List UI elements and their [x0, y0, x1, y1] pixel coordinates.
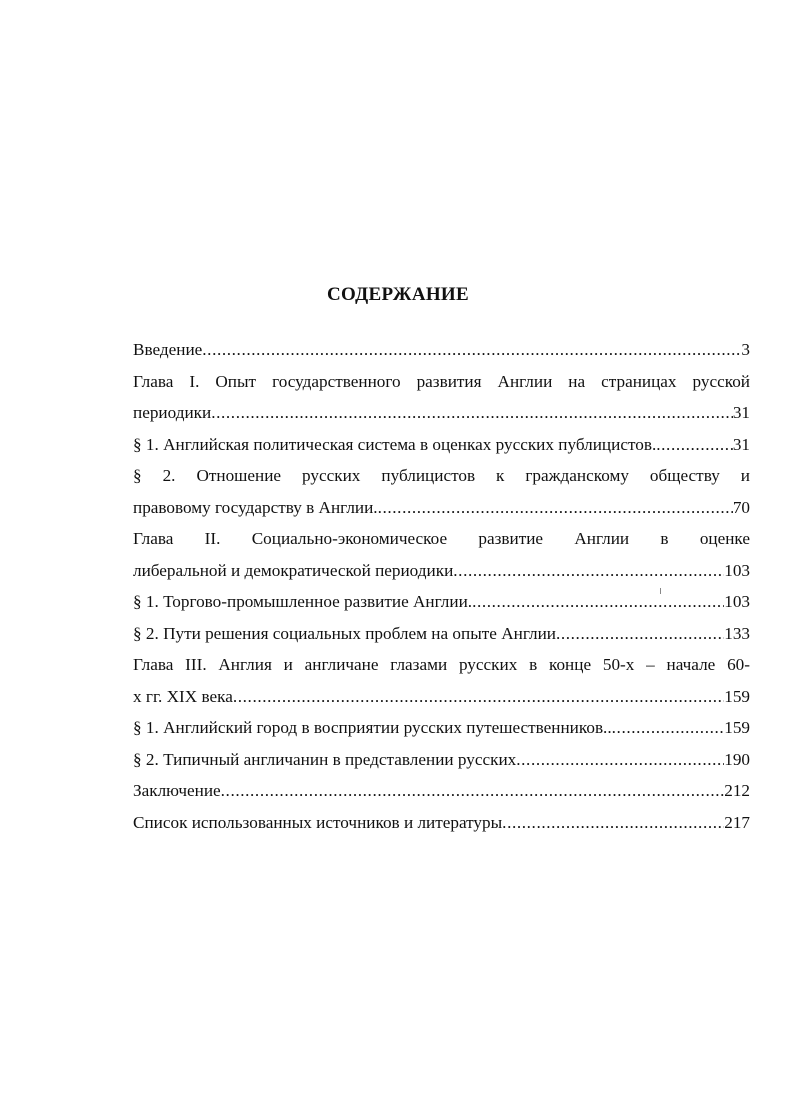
toc-entry-chapter-3-line-2 — [133, 685, 750, 717]
toc-entry-text: Список использованных источников и литературы — [133, 812, 503, 832]
toc-page-number: 103 — [724, 560, 750, 580]
toc-page-number: 190 — [724, 749, 750, 769]
toc-page-number: 133 — [724, 623, 750, 643]
dot-leader — [378, 496, 733, 520]
dot-leader — [453, 559, 724, 583]
toc-entry-text: Глава I. Опыт государственного развития Англии на страницах русской — [133, 371, 750, 391]
toc-entry-section-3-2 — [133, 748, 750, 780]
toc-entry-chapter-2-line-1 — [133, 527, 750, 559]
dot-leader — [502, 811, 724, 835]
toc-page-number: 103 — [724, 592, 750, 611]
toc-entry-text: § 1. Английская политическая система в оценках русских публицистов. — [133, 434, 657, 454]
dot-leader — [221, 779, 725, 803]
toc-page-number: 3 — [741, 340, 750, 359]
toc-entry-text: Глава II. Социально-экономическое развитие Англии в оценке — [133, 529, 750, 548]
toc-entry-text: Введение — [133, 340, 203, 359]
toc-entry-bibliography — [133, 811, 750, 843]
toc-entry-section-1-1 — [133, 433, 750, 465]
dot-leader — [656, 433, 733, 457]
dot-leader — [556, 622, 724, 646]
scan-speck — [660, 588, 661, 594]
toc-page-number: 31 — [732, 434, 750, 454]
dot-leader — [202, 338, 741, 362]
toc-entry-chapter-3-line-1 — [133, 653, 750, 685]
toc-entry-chapter-1-line-1 — [133, 370, 750, 402]
toc-entry-text: § 2. Пути решения социальных проблем на опыте Англии — [133, 623, 556, 643]
toc-page-number: 212 — [724, 781, 750, 800]
toc-entry-section-1-2-line-1 — [133, 464, 750, 496]
toc-entry-text: Глава III. Англия и англичане глазами русских в конце 50-х – начале 60- — [133, 655, 750, 674]
toc-entry-text: правовому государству в Англии. — [133, 497, 378, 517]
toc-entry-section-1-2-line-2 — [133, 496, 750, 528]
toc-entry-text: Заключение — [133, 781, 221, 800]
dot-leader — [612, 716, 725, 740]
toc-entry-chapter-1-line-2 — [133, 401, 750, 433]
toc-entry-chapter-2-line-2 — [133, 559, 750, 591]
dot-leader — [233, 685, 724, 709]
toc-entry-text: периодики — [133, 403, 212, 422]
toc-page-number: 31 — [732, 403, 750, 422]
toc-entry-introduction — [133, 338, 750, 370]
toc-entry-text: § 2. Отношение русских публицистов к гражданскому обществу и — [133, 466, 750, 485]
toc-entry-text: § 2. Типичный англичанин в представлении русских — [133, 749, 517, 769]
toc-entry-text: либеральной и демократической периодики — [133, 560, 454, 580]
table-of-contents — [133, 338, 750, 842]
toc-entry-text: § 1. Английский город в восприятии русских путешественников.. — [133, 718, 612, 737]
dot-leader — [516, 748, 724, 772]
toc-entry-section-2-1 — [133, 590, 750, 622]
toc-page-number: 159 — [724, 686, 750, 706]
toc-page-number: 159 — [724, 718, 750, 737]
page-title: СОДЕРЖАНИЕ — [327, 284, 469, 305]
toc-entry-text: х гг. XIX века — [133, 686, 233, 706]
toc-entry-conclusion — [133, 779, 750, 811]
toc-entry-section-2-2 — [133, 622, 750, 654]
dot-leader — [472, 590, 724, 614]
toc-page-number: 217 — [724, 812, 750, 832]
toc-entry-section-3-1 — [133, 716, 750, 748]
toc-entry-text: § 1. Торгово-промышленное развитие Англии. — [133, 592, 473, 611]
toc-page-number: 70 — [732, 497, 750, 517]
dot-leader — [211, 401, 733, 425]
